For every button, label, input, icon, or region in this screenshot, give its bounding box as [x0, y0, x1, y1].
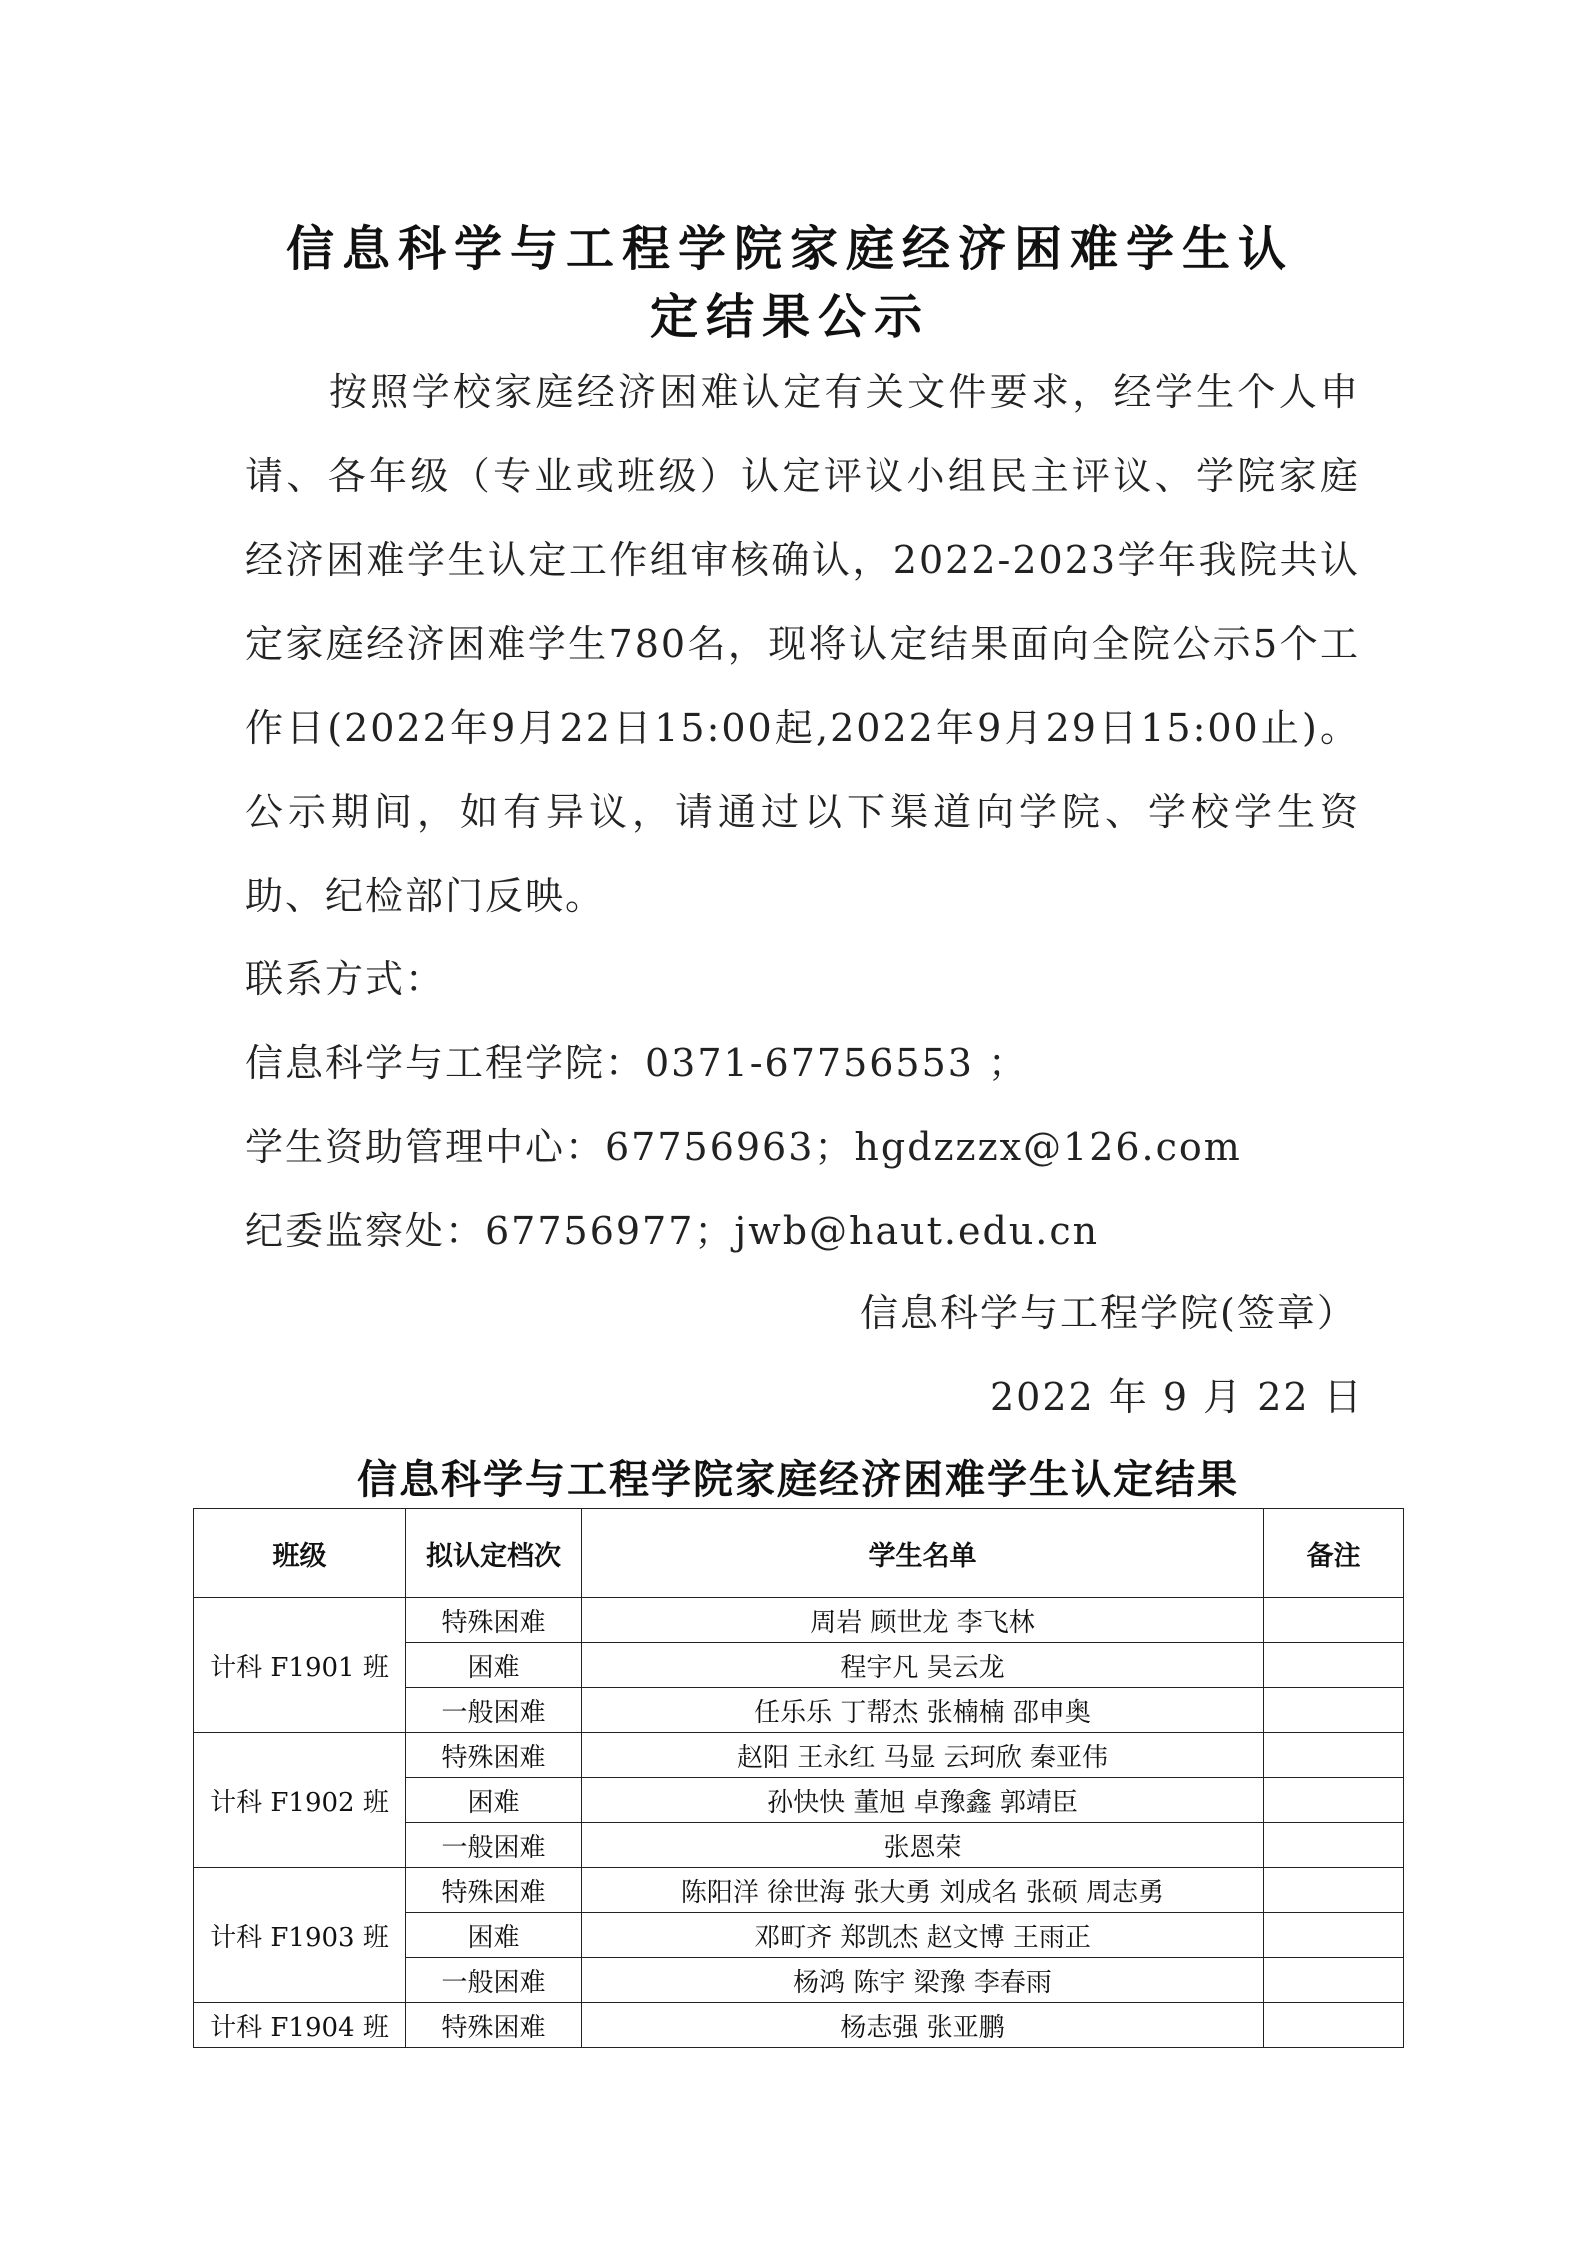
note-cell [1264, 1958, 1404, 2003]
result-table [193, 1508, 1404, 2048]
header-note: 备注 [1264, 1509, 1404, 1598]
names-cell: 邓町齐 郑凯杰 赵文博 王雨正 [582, 1913, 1264, 1958]
level-cell: 困难 [406, 1643, 582, 1688]
class-cell: 计科 F1901 班 [194, 1598, 406, 1733]
document-title-line-2: 定结果公示 [649, 289, 930, 345]
table-row [194, 1598, 1404, 1643]
class-cell: 计科 F1904 班 [194, 2003, 406, 2048]
names-cell: 杨志强 张亚鹏 [582, 2003, 1264, 2048]
table-row [194, 2003, 1404, 2048]
level-cell: 特殊困难 [406, 1598, 582, 1643]
header-names: 学生名单 [582, 1509, 1264, 1598]
class-cell: 计科 F1903 班 [194, 1868, 406, 2003]
level-cell: 一般困难 [406, 1958, 582, 2003]
note-cell [1264, 1913, 1404, 1958]
signature: 信息科学与工程学院(签章） [860, 1291, 1357, 1335]
level-cell: 特殊困难 [406, 1868, 582, 1913]
note-cell [1264, 1778, 1404, 1823]
note-cell [1264, 2003, 1404, 2048]
note-cell [1264, 1688, 1404, 1733]
note-cell [1264, 1598, 1404, 1643]
result-table-title: 信息科学与工程学院家庭经济困难学生认定结果 [357, 1456, 1239, 1503]
level-cell: 特殊困难 [406, 1733, 582, 1778]
table-row [194, 1868, 1404, 1913]
level-cell: 特殊困难 [406, 2003, 582, 2048]
note-cell [1264, 1823, 1404, 1868]
names-cell: 程宇凡 吴云龙 [582, 1643, 1264, 1688]
document-title-line-1: 信息科学与工程学院家庭经济困难学生认 [285, 221, 1294, 277]
level-cell: 一般困难 [406, 1688, 582, 1733]
level-cell: 一般困难 [406, 1823, 582, 1868]
note-cell [1264, 1733, 1404, 1778]
contact-college-phone: 信息科学与工程学院：0371-67756553 ； [245, 1041, 1029, 1085]
names-cell: 周岩 顾世龙 李飞林 [582, 1598, 1264, 1643]
names-cell: 陈阳洋 徐世海 张大勇 刘成名 张硕 周志勇 [582, 1868, 1264, 1913]
announcement-date: 2022 年 9 月 22 日 [990, 1375, 1364, 1419]
class-cell: 计科 F1902 班 [194, 1733, 406, 1868]
names-cell: 孙快快 董旭 卓豫鑫 郭靖臣 [582, 1778, 1264, 1823]
contact-discipline-office: 纪委监察处：67756977；jwb@haut.edu.cn [245, 1209, 1100, 1253]
header-class: 班级 [194, 1509, 406, 1598]
names-cell: 张恩荣 [582, 1823, 1264, 1868]
level-cell: 困难 [406, 1778, 582, 1823]
header-level: 拟认定档次 [406, 1509, 582, 1598]
names-cell: 任乐乐 丁帮杰 张楠楠 邵申奥 [582, 1688, 1264, 1733]
level-cell: 困难 [406, 1913, 582, 1958]
table-row [194, 1733, 1404, 1778]
names-cell: 杨鸿 陈宇 梁豫 李春雨 [582, 1958, 1264, 2003]
announcement-body: 按照学校家庭经济困难认定有关文件要求，经学生个人申请、各年级（专业或班级）认定评议小组民主评议、学院家庭经济困难学生认定工作组审核确认，2022-2023学年我院共认定家庭经济困难学生780名，现将认定结果面向全院公示5个工作日(2022年9月22日15:00起,2022年9月29日15:00止)。公示期间，如有异议，请通过以下渠道向学院、学校学生资助、纪检部门反映。 [245, 370, 1360, 918]
table-header-row [194, 1509, 1404, 1598]
names-cell: 赵阳 王永红 马显 云珂欣 秦亚伟 [582, 1733, 1264, 1778]
contact-heading: 联系方式： [245, 957, 446, 1001]
note-cell [1264, 1868, 1404, 1913]
note-cell [1264, 1643, 1404, 1688]
contact-aid-center: 学生资助管理中心：67756963；hgdzzzx@126.com [245, 1125, 1242, 1169]
